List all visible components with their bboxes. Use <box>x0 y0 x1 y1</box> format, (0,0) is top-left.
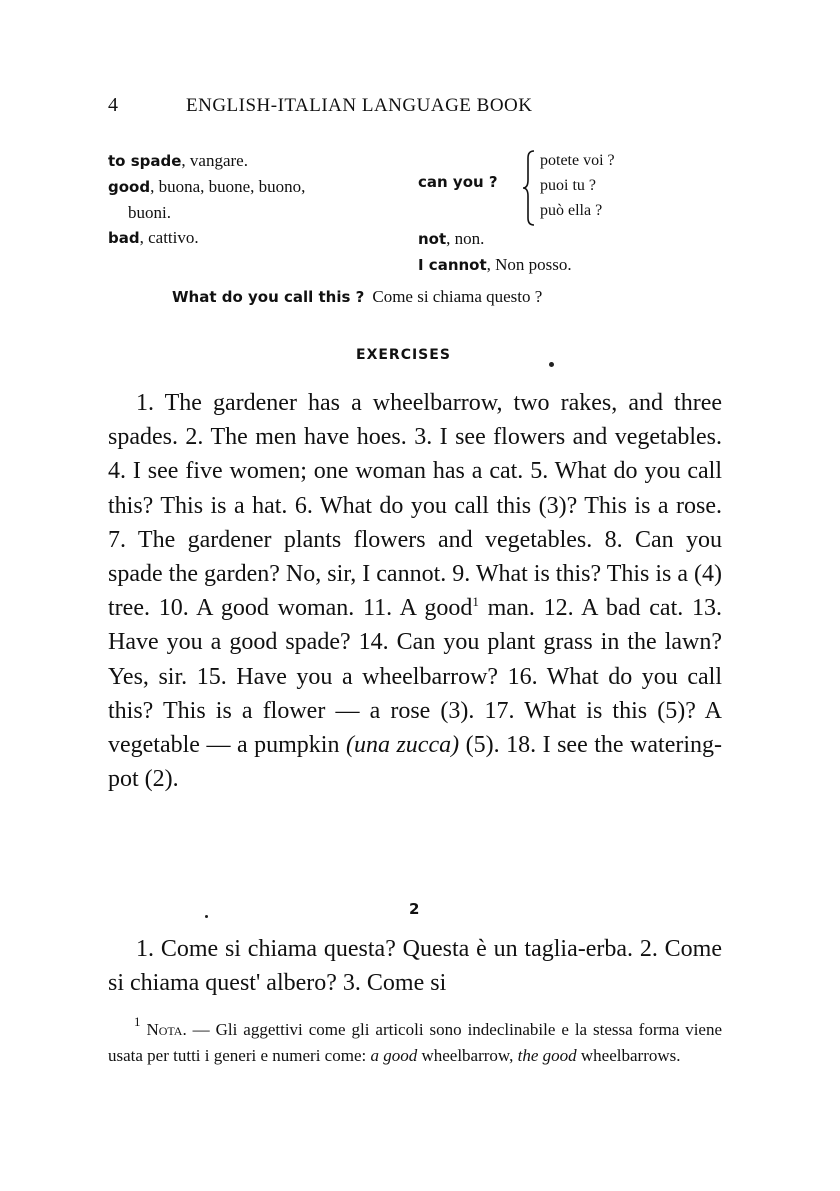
page-number: 4 <box>108 94 119 116</box>
option-voi: potete voi ? <box>540 152 615 169</box>
exercise-2-paragraph: 1. Come si chiama questa? Questa è un taglia-erba. 2. Come si chiama quest' albero? 3. Come si <box>108 936 722 997</box>
footnote: $^1$ Nota. — Gli aggettivi come gli articoli sono indeclinabile e la stessa forma viene usata per tutti i generi e numeri come: a good wheelbarrow, the good wheelbarrows. <box>108 1014 723 1065</box>
vocab-entry-not: not, non. <box>418 229 485 248</box>
exercises-heading: EXERCISES <box>356 347 451 363</box>
vocab-can-you: can you ? <box>418 173 498 191</box>
vocab-entry-cannot: I cannot, Non posso. <box>418 255 572 274</box>
print-speck <box>205 915 208 918</box>
option-tu: puoi tu ? <box>540 177 596 194</box>
curly-brace-icon <box>522 150 538 226</box>
section-number: 2 <box>409 900 420 918</box>
print-speck <box>549 362 554 367</box>
vocab-entry-what-call: What do you call this ? Come si chiama questo ? <box>172 287 543 306</box>
footnote-reference: 1 <box>472 594 479 610</box>
option-ella: può ella ? <box>540 202 603 219</box>
running-title: ENGLISH-ITALIAN LANGUAGE BOOK <box>186 95 533 116</box>
can-you-options <box>540 148 615 223</box>
vocabulary-left-column <box>108 148 408 251</box>
page-header <box>108 94 532 117</box>
vocabulary-right-column <box>418 226 572 278</box>
exercise-1-paragraph: 1. The gardener has a wheelbarrow, two rakes, and three spades. 2. The men have hoes. 3. I see flowers and vegetables. 4. I see five women; one woman has a cat. 5. What do you call this? This is a hat. 6. What do you call this (3)? This is a rose. 7. The gardener plants flowers and vegetables. 8. Can you spade the garden? No, sir, I cannot. 9. What is this? This is a (4) tree. 10. A good woman. 11. A good$^1$ man. 12. A bad cat. 13. Have you a good spade? 14. Can you plant grass in the lawn? Yes, sir. 15. Have you a wheelbarrow? 16. What do you call this? This is a flower — a rose (3). 17. What is this (5)? A vegetable — a pumpkin (una zucca) (5). 18. I see the watering-pot (2). <box>108 390 723 793</box>
vocab-entry-good: good, buona, buone, buono, buoni. <box>108 177 306 222</box>
vocab-entry-spade: to spade, vangare. <box>108 151 248 170</box>
vocab-entry-bad: bad, cattivo. <box>108 228 199 247</box>
